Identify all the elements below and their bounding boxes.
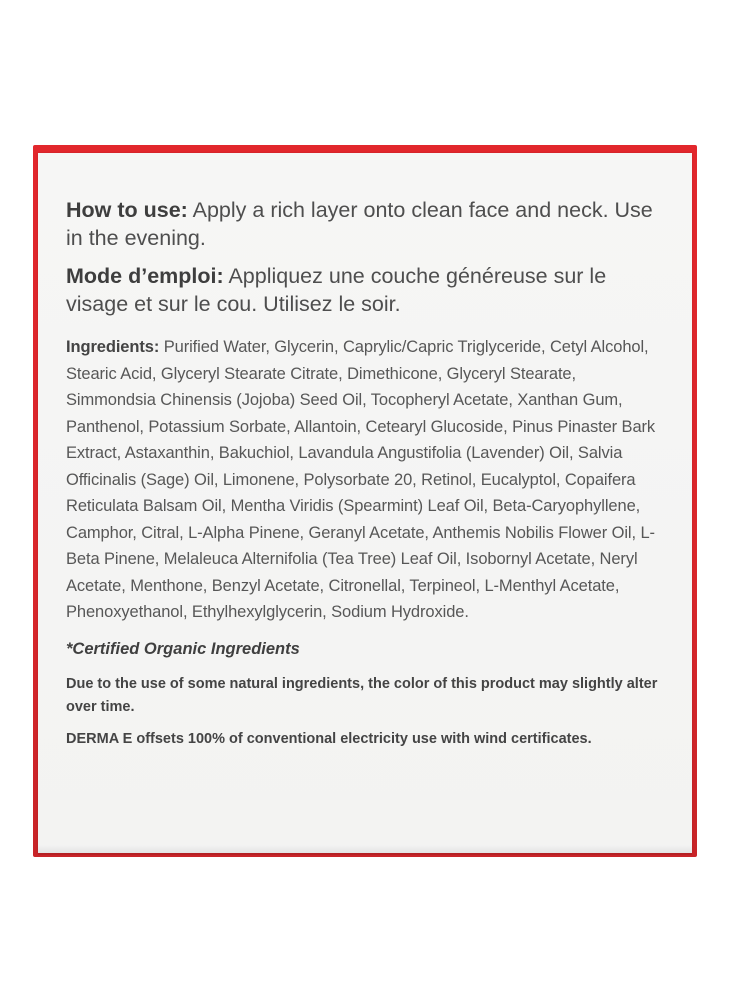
ingredients-label: Ingredients: xyxy=(66,338,160,356)
label-content xyxy=(66,196,666,747)
color-change-note: Due to the use of some natural ingredients, the color of this product may slightly alter over time. xyxy=(66,675,658,715)
how-to-use-paragraph xyxy=(66,196,666,252)
mode-emploi-label: Mode d’emploi: xyxy=(66,264,224,288)
panel-bottom-shadow xyxy=(38,845,692,855)
ingredients-list: Purified Water, Glycerin, Caprylic/Capric Triglyceride, Cetyl Alcohol, Stearic Acid, Glyceryl Stearate Citrate, Dimethicone, Glyceryl Stearate, Simmondsia Chinensis (Jojoba) Seed Oil, Tocopheryl Acetate, Xanthan Gum, Panthenol, Potassium Sorbate, Allantoin, Cetearyl Glucoside, Pinus Pinaster Bark Extract, Astaxanthin, Bakuchiol, Lavandula Angustifolia (Lavender) Oil, Salvia Officinalis (Sage) Oil, Limonene, Polysorbate 20, Retinol, Eucalyptol, Copaifera Reticulata Balsam Oil, Mentha Viridis (Spearmint) Leaf Oil, Beta-Caryophyllene, Camphor, Citral, L-Alpha Pinene, Geranyl Acetate, Anthemis Nobilis Flower Oil, L-Beta Pinene, Melaleuca Alternifolia (Tea Tree) Leaf Oil, Isobornyl Acetate, Neryl Acetate, Menthone, Benzyl Acetate, Citronellal, Terpineol, L-Menthyl Acetate, Phenoxyethanol, Ethylhexylglycerin, Sodium Hydroxide. xyxy=(66,338,656,621)
mode-emploi-paragraph xyxy=(66,262,666,318)
ingredients-paragraph xyxy=(66,334,666,626)
how-to-use-text: Apply a rich layer onto clean face and neck. Use in the evening. xyxy=(66,198,653,250)
certified-organic-note: *Certified Organic Ingredients xyxy=(66,639,300,658)
mode-emploi-text: Appliquez une couche généreuse sur le visage et sur le cou. Utilisez le soir. xyxy=(66,264,607,316)
how-to-use-label: How to use: xyxy=(66,198,188,222)
wind-certificate-note: DERMA E offsets 100% of conventional electricity use with wind certificates. xyxy=(66,730,592,747)
